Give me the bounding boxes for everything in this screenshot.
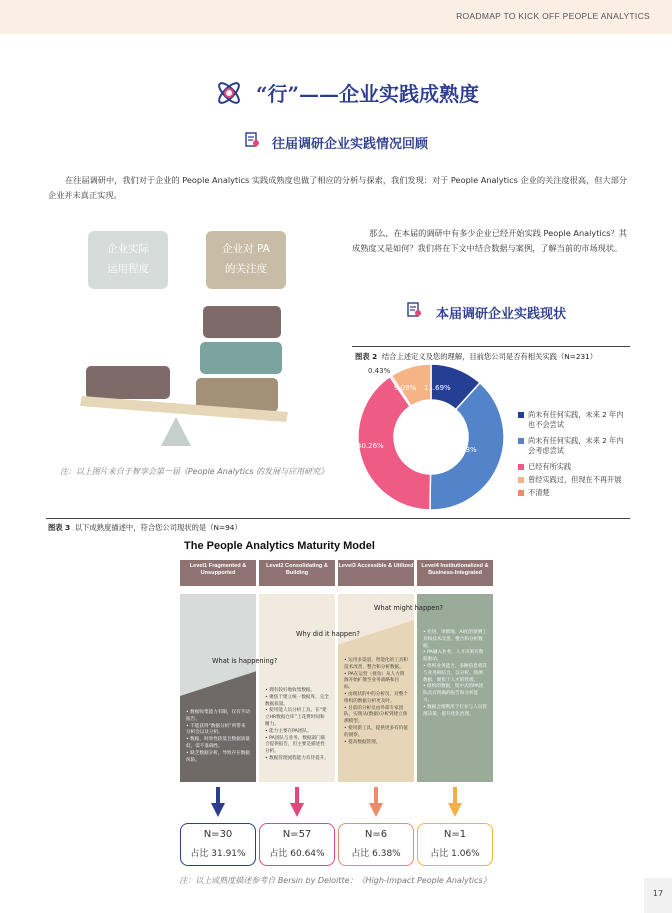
level-count: N=1: [443, 829, 467, 840]
weight-block: [203, 306, 281, 338]
figure-2-caption: [355, 352, 625, 362]
right-paragraph: 那么，在本届的调研中有多少企业已经开始实践 People Analytics？其成熟度又是如何？我们将在下文中结合数据与案例，了解当前的市场现状。: [352, 228, 627, 253]
question-why-happened: Why did it happen?: [296, 630, 360, 638]
maturity-bullet: • 先进、审慎地、AI化的预测工具和技术改善、整合和分析数据。: [423, 630, 487, 649]
maturity-diagonal-overlay: [180, 594, 494, 782]
level-count-box: [338, 823, 414, 866]
down-arrow-icon: [369, 787, 383, 817]
level-count-box: [259, 823, 335, 866]
maturity-bullet: • 组织的数据，集中式的PA团队具有明确的报告和分析能力。: [423, 684, 484, 703]
figure-3-label: 图表 3: [48, 523, 71, 532]
legend-swatch: [518, 438, 524, 444]
page-title: “行”——企业实践成熟度: [256, 82, 480, 106]
legend-label: 曾经实践过，但现在不再开展: [528, 475, 622, 484]
maturity-bullet: • PA在运营（视角）从人力资源开始扩散至业务战略和目标。: [344, 671, 405, 691]
maturity-bullet: • PA团队与业务、数据部门联合提供报告，但主要是描述性分析。: [265, 735, 326, 755]
figure-3-caption: [48, 523, 448, 533]
legend-label: 尚未有任何实践，未来 2 年内也不会尝试: [528, 410, 624, 429]
page-number: 17: [644, 878, 672, 913]
intro-paragraph: 在往届调研中，我们对于企业的 People Analytics 实践成熟度也做了相应的分析与探索，我们发现：对于 People Analytics 企业的关注度很高，但大部分企业并未真正实现。: [48, 175, 627, 200]
maturity-bullet: • 不能获得“数据分析”所带来分析会以及分析。: [186, 723, 246, 736]
maturity-bullet: • 使用能人员分析工具，在“建立HR数据仓库”上花费时间和精力。: [265, 708, 327, 727]
level-percentage: 占比 31.91%: [190, 849, 246, 859]
top-header-bar: [0, 0, 672, 34]
figure-2-text: 结合上述定义及您的理解，目前您公司是否有相关实践（N=231）: [381, 352, 598, 361]
atom-icon: [214, 78, 244, 108]
weight-block: [200, 342, 282, 374]
legend-label: 已经有所实践: [528, 462, 572, 471]
running-header: ROADMAP TO KICK OFF PEOPLE ANALYTICS: [456, 11, 650, 21]
arrow-head: [448, 803, 462, 817]
level-count: N=30: [203, 829, 233, 840]
maturity-bullet: • 能力主要在PA团队。: [265, 728, 312, 734]
maturity-bullet: • PA融入业务，人才决策有数据驱动。: [423, 650, 484, 663]
maturity-bullet: • 由现状的中的分析员，对整个组织的数据分析更及时。: [344, 691, 408, 704]
level-percentage: 占比 1.06%: [430, 849, 480, 859]
divider: [352, 346, 630, 347]
maturity-bullet: • 数据管理流程能力有待提升。: [265, 755, 329, 761]
pie-data-label: 40.26%: [357, 442, 384, 450]
down-arrow-icon: [290, 787, 304, 817]
arrow-shaft: [295, 787, 299, 805]
section-title-current: 本届调研企业实践现状: [436, 307, 567, 322]
divider: [46, 518, 630, 519]
arrow-head: [290, 803, 304, 817]
question-what-happening: What is happening?: [212, 657, 278, 665]
arrow-head: [211, 803, 225, 817]
report-icon: [406, 301, 422, 318]
arrow-shaft: [374, 787, 378, 805]
illustration-note: 注：以上图片来自于智享会第一届《People Analytics 的发展与应用研究》: [59, 467, 329, 476]
arrow-shaft: [216, 787, 220, 805]
maturity-level-header: Level3 Accessible & Utilized: [338, 560, 414, 586]
balance-scale: [78, 390, 293, 450]
legend-swatch: [518, 464, 524, 470]
maturity-level-header: Level2 Consolidating & Building: [259, 560, 335, 586]
maturity-level-header: Level4 Institutionalized & Business-Integrated: [417, 560, 493, 586]
legend-swatch: [518, 477, 524, 483]
maturity-bullet: • 聚焦于建立统一数据库，完全数据质量。: [265, 694, 329, 707]
report-icon: [244, 131, 260, 148]
maturity-bullet: • 运用多渠道、智能化的工具和技术改善、整合和分析数据。: [344, 658, 408, 670]
scale-label-right: 企业对 PA 的关注度: [206, 231, 286, 289]
level-count: N=6: [364, 829, 388, 840]
maturity-bullet: • 目前的分析员由外部专家团队，实现从(数据)分析到建立预测模型。: [344, 705, 408, 725]
question-what-might-happen: What might happen?: [374, 604, 444, 612]
legend-swatch: [518, 412, 524, 418]
maturity-bullet: • 组织业务能力，多种信息将其与业务相结合，以分析、预测数据，聚焦于人才的管理。: [423, 663, 487, 683]
level-count-box: [417, 823, 493, 866]
pie-data-label: 38.53%: [450, 446, 477, 454]
legend-label: 不清楚: [528, 488, 550, 497]
legend-label: 尚未有任何实践，未来 2 年内会考虑尝试: [528, 436, 624, 455]
scale-label-left: 企业实际运用程度: [88, 231, 168, 289]
maturity-bullet: • 提高数据管理。: [344, 739, 381, 745]
maturity-bullet: • 缺乏数据分析，导致存在数据风险。: [186, 750, 250, 763]
maturity-bullet: • 数据合理利用于行业与人员管理决策，提升优化治理。: [423, 704, 487, 717]
pie-data-label: 0.43%: [368, 367, 391, 375]
level-percentage: 占比 60.64%: [269, 849, 325, 859]
pie-data-label: 9.09%: [394, 384, 417, 392]
figure-3-text: 以下成熟度描述中，符合您公司现状的是（N=94）: [74, 523, 242, 532]
level-count: N=57: [282, 829, 312, 840]
maturity-note: 注：以上成熟度描述参考自 Bersin by Deloitte：《High-Impact People Analytics》: [179, 876, 491, 885]
section-title-previous: 往届调研企业实践情况回顾: [272, 137, 429, 152]
maturity-bullet: • 使用新工具，提供更多有价值的洞察。: [344, 725, 408, 738]
figure-2-label: 图表 2: [355, 352, 378, 361]
legend-swatch: [518, 490, 524, 496]
maturity-bullet: • 数据收集能力有限，仅有手动报告。: [186, 710, 250, 722]
maturity-model-title: The People Analytics Maturity Model: [184, 540, 375, 552]
level-percentage: 占比 6.38%: [351, 849, 401, 859]
maturity-level-header: Level1 Fragmented & Unsupported: [180, 560, 256, 586]
maturity-bullet: • 拥有较好地收集数据。: [265, 688, 316, 693]
maturity-bullet: • 数据，时效性较低且数据质量低，需不准确性。: [186, 737, 250, 749]
down-arrow-icon: [448, 787, 462, 817]
down-arrow-icon: [211, 787, 225, 817]
arrow-shaft: [453, 787, 457, 805]
arrow-head: [369, 803, 383, 817]
level-count-box: [180, 823, 256, 866]
pie-data-label: 11.69%: [424, 384, 451, 392]
